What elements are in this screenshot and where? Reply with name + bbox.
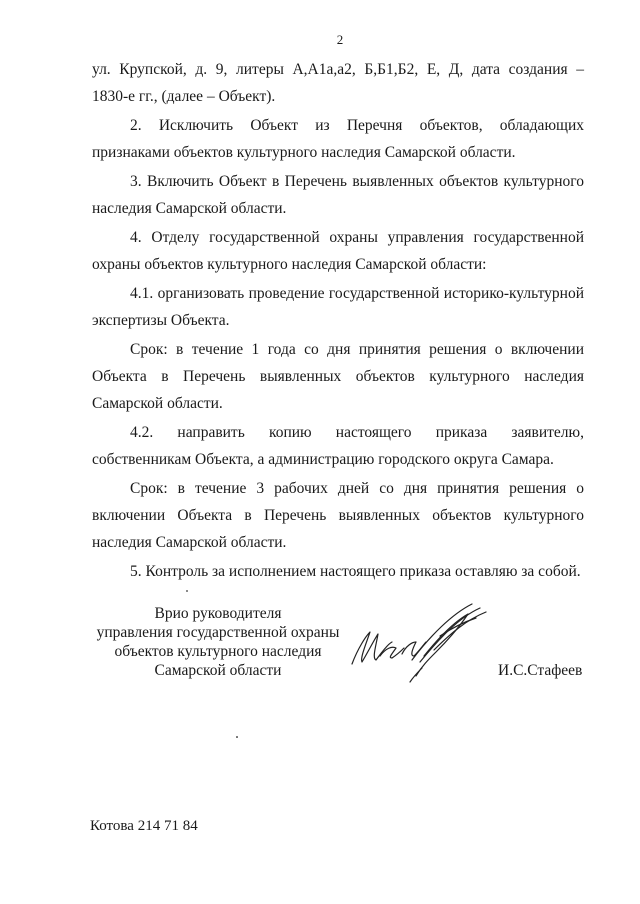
paragraph-item-5: 5. Контроль за исполнением настоящего приказа оставляю за собой. — [130, 563, 581, 580]
signatory-title-line-4: Самарской области — [154, 662, 282, 679]
page-number: 2 — [336, 32, 344, 47]
paragraph-item-4-2: 4.2. направить копию настоящего приказа заявителю, собственникам Объекта, а администрацию городского округа Самара. — [92, 424, 584, 468]
paragraph-item-4-1: 4.1. организовать проведение государственной историко-культурной экспертизы Объекта. — [92, 285, 584, 329]
executor-contact: Котова 214 71 84 — [90, 818, 198, 834]
paragraph-item-4-1-term: Срок: в течение 1 года со дня принятия решения о включении Объекта в Перечень выявленных объектов культурного наследия Самарской области. — [92, 341, 584, 412]
scan-speck — [186, 590, 188, 592]
paragraph-item-4: 4. Отделу государственной охраны управления государственной охраны объектов культурного наследия Самарской области: — [92, 229, 584, 273]
signer-name: И.С.Стафеев — [498, 662, 583, 679]
scan-speck-2 — [236, 736, 238, 738]
signatory-title-line-2: управления государственной охраны — [96, 624, 340, 641]
signatory-title-line-1: Врио руководителя — [154, 605, 282, 622]
signatory-title — [88, 604, 348, 680]
address-line-1: ул. Крупской, д. 9, литеры А,А1а,а2, Б,Б1,Б2, Е, Д, дата создания – — [92, 61, 584, 78]
signatory-title-line-3: объектов культурного наследия — [114, 643, 322, 660]
handwritten-signature — [340, 596, 500, 696]
paragraph-item-3: 3. Включить Объект в Перечень выявленных объектов культурного наследия Самарской области. — [92, 173, 584, 217]
paragraph-item-2: 2. Исключить Объект из Перечня объектов, обладающих признаками объектов культурного наследия Самарской области. — [92, 117, 584, 161]
paragraph-address — [92, 56, 584, 110]
document-body — [92, 56, 584, 585]
paragraph-item-4-2-term: Срок: в течение 3 рабочих дней со дня принятия решения о включении Объекта в Перечень выявленных объектов культурного наследия Самарской области. — [92, 480, 584, 551]
address-line-2: 1830-е гг., (далее – Объект). — [92, 88, 276, 105]
